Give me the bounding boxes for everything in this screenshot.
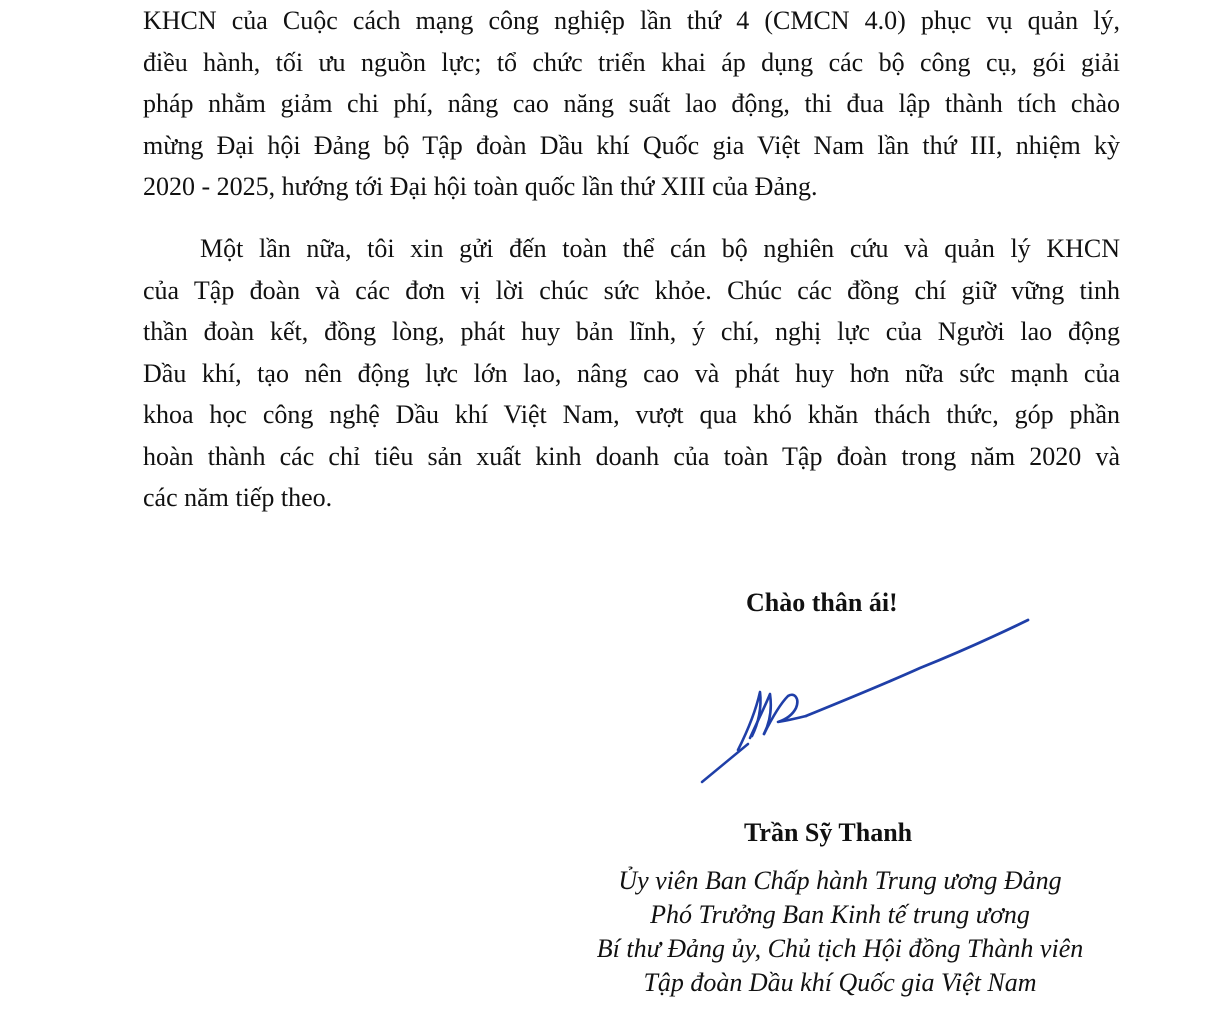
paragraph-2-line: của Tập đoàn và các đơn vị lời chúc sức khỏe. Chúc các đồng chí giữ vững tinh xyxy=(143,275,1120,305)
handwritten-signature xyxy=(690,612,1040,792)
signer-title: Bí thư Đảng ủy, Chủ tịch Hội đồng Thành viên xyxy=(596,934,1084,963)
paragraph-1-line: pháp nhằm giảm chi phí, nâng cao năng suất lao động, thi đua lập thành tích chào xyxy=(143,89,1120,118)
paragraph-1-line: điều hành, tối ưu nguồn lực; tổ chức triển khai áp dụng các bộ công cụ, gói giải xyxy=(143,47,1120,77)
signer-title: Phó Trưởng Ban Kinh tế trung ương xyxy=(650,900,1030,929)
signer-title: Ủy viên Ban Chấp hành Trung ương Đảng xyxy=(618,866,1062,895)
paragraph-2-line: thần đoàn kết, đồng lòng, phát huy bản lĩnh, ý chí, nghị lực của Người lao động xyxy=(143,317,1120,346)
signer-title: Tập đoàn Dầu khí Quốc gia Việt Nam xyxy=(643,968,1037,997)
paragraph-2-line: các năm tiếp theo. xyxy=(143,483,333,512)
paragraph-2-line: Một lần nữa, tôi xin gửi đến toàn thể cán bộ nghiên cứu và quản lý KHCN xyxy=(200,234,1120,263)
paragraph-1-line: mừng Đại hội Đảng bộ Tập đoàn Dầu khí Quốc gia Việt Nam lần thứ III, nhiệm kỳ xyxy=(143,130,1120,160)
paragraph-2-line: Dầu khí, tạo nên động lực lớn lao, nâng cao và phát huy hơn nữa sức mạnh của xyxy=(143,358,1120,388)
signature-stroke xyxy=(702,744,748,782)
paragraph-2-line: khoa học công nghệ Dầu khí Việt Nam, vượt qua khó khăn thách thức, góp phần xyxy=(143,400,1120,429)
signer-titles xyxy=(560,864,1120,1000)
closing-salutation: Chào thân ái! xyxy=(746,588,898,617)
signer-name: Trần Sỹ Thanh xyxy=(744,818,913,847)
paragraph-2 xyxy=(143,228,1120,519)
paragraph-1 xyxy=(143,0,1120,208)
paragraph-2-line: hoàn thành các chỉ tiêu sản xuất kinh doanh của toàn Tập đoàn trong năm 2020 và xyxy=(143,441,1120,471)
paragraph-1-line: 2020 - 2025, hướng tới Đại hội toàn quốc lần thứ XIII của Đảng. xyxy=(143,172,818,201)
signature-stroke xyxy=(806,620,1028,716)
paragraph-1-line: KHCN của Cuộc cách mạng công nghiệp lần thứ 4 (CMCN 4.0) phục vụ quản lý, xyxy=(143,6,1120,35)
